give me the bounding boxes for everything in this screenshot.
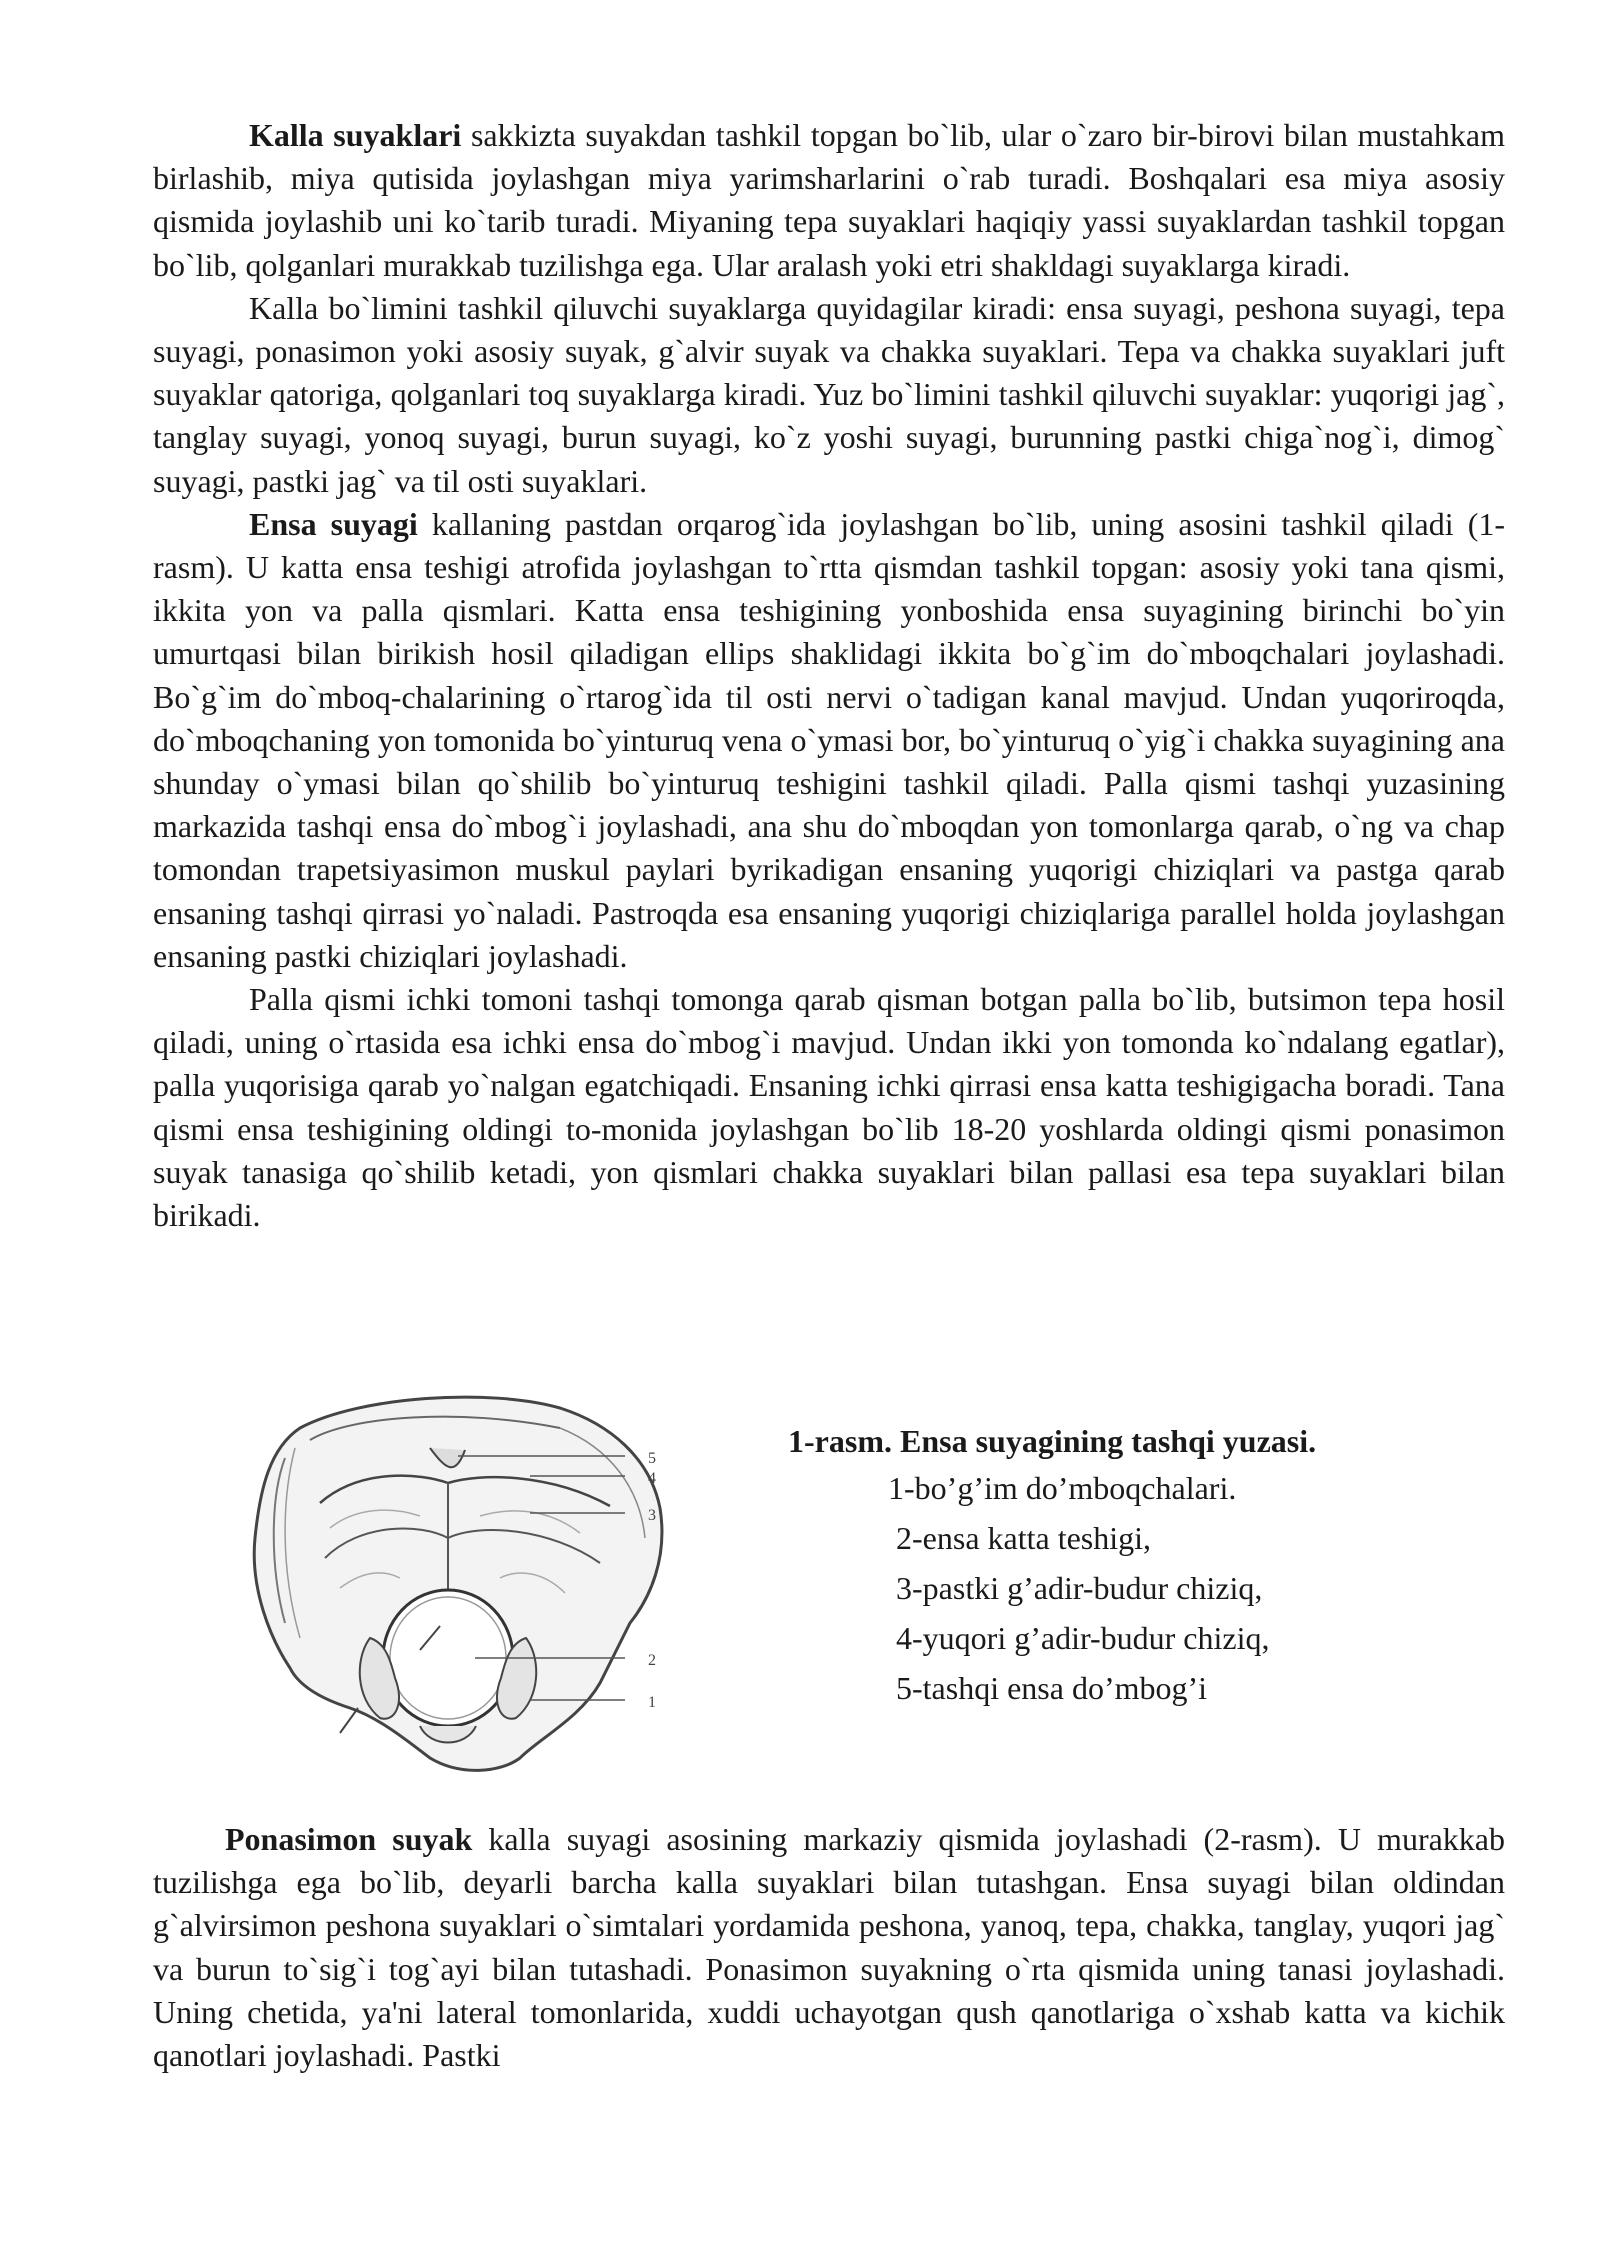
paragraph-palla-qismi: Palla qismi ichki tomoni tashqi tomonga qarab qisman botgan palla bo`lib, butsimon tepa hosil qiladi, uning o`rtasida esa ichki ensa do`mbog`i mavjud. Undan ikki yon tomonda ko`ndalang egatlar), palla yuqorisiga qarab yo`nalgan egatchiqadi. Ensaning ichki qirrasi ensa katta teshigigacha boradi. Tana qismi ensa teshigining oldingi to-monida joylashgan bo`lib 18-20 yoshlarda oldingi qismi ponasimon suyak tanasiga qo`shilib ketadi, yon qismlari chakka suyaklari bilan pallasi esa tepa suyaklari bilan birikadi.	[153, 981, 1505, 1234]
figure-occipital-bone	[230, 1388, 700, 1778]
term-ponasimon-suyak: Ponasimon suyak	[225, 1821, 473, 1857]
figure-label-5: 5	[648, 1450, 656, 1467]
text-block-bottom	[153, 1818, 1505, 2077]
figure-label-3: 3	[648, 1507, 656, 1524]
term-ensa-suyagi: Ensa suyagi	[249, 505, 418, 542]
paragraph-ensa-suyagi: Ensa suyagi kallaning pastdan orqarog`ida joylashgan bo`lib, uning asosini tashkil qiladi (1-rasm). U katta ensa teshigi atrofida joylashgan to`rtta qismdan tashkil topgan: asosiy yoki tana qismi, ikkita yon va palla qismlari. Katta ensa teshigining yonboshida ensa suyagining birinchi bo`yin umurtqasi bilan birikish hosil qiladigan ellips shaklidagi ikkita bo`g`im do`mboqchalari joylashadi. Bo`g`im do`mboq-chalarining o`rtarog`ida til osti nervi o`tadigan kanal mavjud. Undan yuqoriroqda, do`mboqchaning yon tomonida bo`yinturuq vena o`ymasi bor, bo`yinturuq o`yig`i chakka suyagining ana shunday o`ymasi bilan qo`shilib bo`yinturuq teshigini tashkil qiladi. Palla qismi tashqi yuzasining markazida tashqi ensa do`mbog`i joylashadi, ana shu do`mboqdan yon tomonlarga qarab, o`ng va chap tomondan trapetsiyasimon muskul paylari byrikadigan ensaning yuqorigi chiziqlari va pastga qarab ensaning tashqi qirrasi yo`naladi. Pastroqda esa ensaning yuqorigi chiziqlariga parallel holda joylashgan ensaning pastki chiziqlari joylashadi.	[153, 505, 1506, 974]
occipital-bone-illustration	[230, 1388, 700, 1778]
figure-label-2: 2	[648, 1652, 656, 1669]
paragraph-kalla-bolimi: Kalla bo`limini tashkil qiluvchi suyaklarga quyidagilar kiradi: ensa suyagi, peshona suyagi, tepa suyagi, ponasimon yoki asosiy suyak, g`alvir suyak va chakka suyaklari. Tepa va chakka suyaklari juft suyaklar qatoriga, qolganlari toq suyaklarga kiradi. Yuz bo`limini tashkil qiluvchi suyaklar: yuqorigi jag`, tanglay suyagi, yonoq suyagi, burun suyagi, ko`z yoshi suyagi, burunning pastki chiga`nog`i, dimog` suyagi, pastki jag` va til osti suyaklari.	[153, 289, 1505, 499]
paragraph-kalla-suyaklari: Kalla suyaklari sakkizta suyakdan tashkil topgan bo`lib, ular o`zaro bir-birovi bilan mustahkam birlashib, miya qutisida joylashgan miya yarimsharlarini o`rab turadi. Boshqalari esa miya asosiy qismida joylashib uni ko`tarib turadi. Miyaning tepa suyaklari haqiqiy yassi suyaklardan tashkil topgan bo`lib, qolganlari murakkab tuzilishga ega. Ular aralash yoki etri shakldagi suyaklarga kiradi.	[153, 117, 1506, 283]
figure-label-4: 4	[648, 1470, 656, 1487]
caption-title: 1-rasm. Ensa suyagining tashqi yuzasi.	[788, 1423, 1317, 1459]
caption-item: 3-pastki g’adir-budur chiziq,	[896, 1570, 1263, 1607]
caption-item: 2-ensa katta teshigi,	[896, 1520, 1152, 1557]
figure-caption	[788, 1420, 1488, 1713]
term-kalla-suyaklari: Kalla suyaklari	[249, 117, 462, 153]
caption-item: 5-tashqi ensa do’mbog’i	[896, 1670, 1208, 1707]
paragraph-ponasimon-suyak: Ponasimon suyak kalla suyagi asosining markaziy qismida joylashadi (2-rasm). U murakkab tuzilishga ega bo`lib, deyarli barcha kalla suyaklari bilan tutashgan. Ensa suyagi bilan oldindan g`alvirsimon peshona suyaklari o`simtalari yordamida peshona, yanoq, tepa, chakka, tanglay, yuqori jag` va burun to`sig`i tog`ayi bilan tutashadi. Ponasimon suyakning o`rta qismida uning tanasi joylashadi. Uning chetida, ya'ni lateral tomonlarida, xuddi uchayotgan qush qanotlariga o`xshab katta va kichik qanotlari joylashadi. Pastki	[153, 1821, 1506, 2074]
caption-item: 1-bo’g’im do’mboqchalari.	[888, 1470, 1237, 1507]
figure-label-1: 1	[648, 1694, 656, 1711]
text-block-top	[153, 114, 1505, 1237]
caption-item: 4-yuqori g’adir-budur chiziq,	[896, 1620, 1270, 1657]
